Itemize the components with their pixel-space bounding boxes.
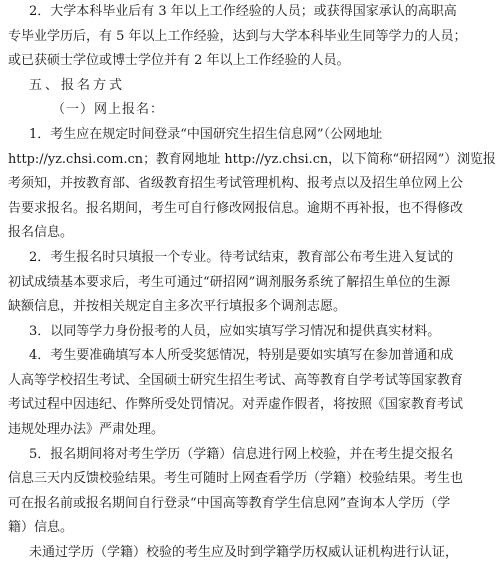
text-line: 或已获硕士学位或博士学位并有 2 年以上工作经验的人员。	[8, 53, 350, 68]
text-line: 告要求报名。报名期间，考生可自行修改网报信息。逾期不再补报，也不得修改	[8, 201, 464, 216]
text-line: 信息三天内反馈校验结果。考生可随时上网查看学历（学籍）校验结果。考生也	[8, 471, 464, 486]
text-line: 人高等学校招生考试、全国硕士研究生招生考试、高等教育自学考试等国家教育	[8, 373, 464, 388]
text-line: 报名信息。	[8, 225, 74, 240]
text-line: 籍）信息。	[8, 520, 74, 535]
text-line: 可在报名前或报名期间自行登录“中国高等教育学生信息网”查询本人学历（学	[8, 496, 451, 511]
text-line: 5．报名期间将对考生学历（学籍）信息进行网上校验，并在考生提交报名	[29, 447, 454, 462]
text-line: 专毕业学历后，有 5 年以上工作经验，达到与大学本科毕业生同等学力的人员；	[8, 29, 467, 44]
text-line: 3．以同等学力身份报考的人员，应如实填写学习情况和提供真实材料。	[29, 324, 441, 339]
text-line: 违规处理办法》严肃处理。	[8, 422, 165, 437]
subsection-heading: （一）网上报名：	[52, 102, 165, 117]
text-line: 2．考生报名时只填报一个专业。待考试结束，教育部公布考生进入复试的	[29, 250, 454, 265]
text-line: 初试成绩基本要求后，考生可通过“研招网”调剂服务系统了解招生单位的生源	[8, 275, 451, 290]
text-line: http://yz.chsi.com.cn；教育网地址 http://yz.chsi.cn，以下简称“研招网”）浏览报	[8, 152, 496, 167]
text-line: 考须知，并按教育部、省级教育招生考试管理机构、报考点以及招生单位网上公	[8, 176, 464, 191]
text-line: 4．考生要准确填写本人所受奖惩情况，特别是要如实填写在参加普通和成	[29, 348, 454, 363]
text-line: 2．大学本科毕业后有 3 年以上工作经验的人员；或获得国家承认的高职高	[29, 4, 457, 19]
section-heading: 五、报名方式	[29, 78, 126, 93]
text-line: 未通过学历（学籍）校验的考生应及时到学籍学历权威认证机构进行认证，	[29, 545, 459, 560]
text-line: 缺额信息，并按相关规定自主多次平行填报多个调剂志愿。	[8, 299, 347, 314]
text-line: 1．考生应在规定时间登录“中国研究生招生信息网”（公网地址	[29, 127, 383, 142]
text-line: 考试过程中因违纪、作弊所受处罚情况。对弄虚作假者，将按照《国家教育考试	[8, 397, 464, 412]
